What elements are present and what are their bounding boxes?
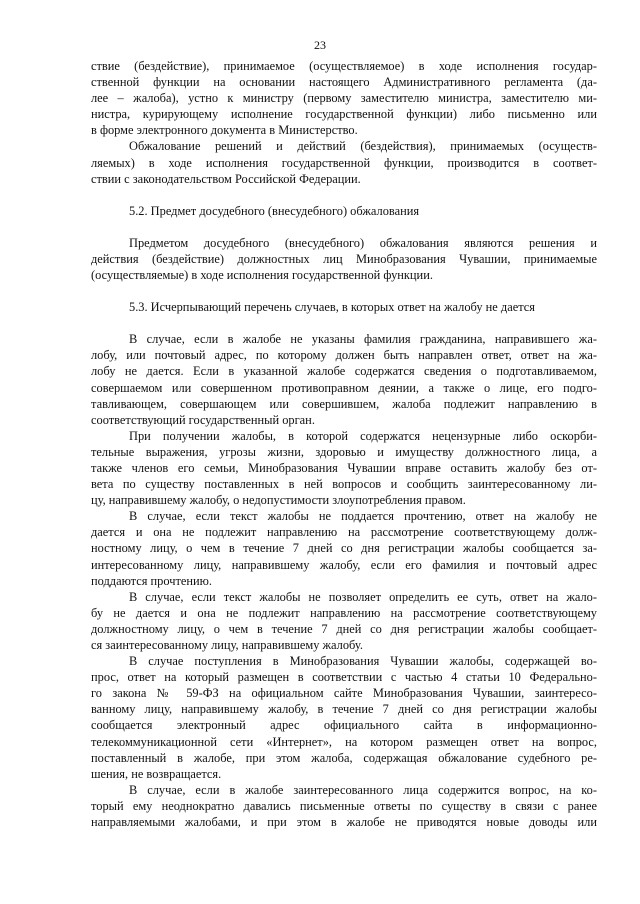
text-line: В случае, если в жалобе заинтересованного лица содержится вопрос, на ко- [129, 782, 597, 797]
text-line: ляемых) в ходе исполнения государственной функции, производится в соответ- [91, 155, 597, 170]
text-line: (осуществляемые) в ходе исполнения государственной функции. [91, 268, 433, 283]
paragraph [91, 589, 597, 653]
text-line: ствие (бездействие), принимаемое (осуществляемое) в ходе исполнения государ- [91, 59, 597, 73]
paragraph [91, 331, 597, 428]
page-number: 23 [314, 38, 326, 52]
text-line: ся заинтересованному лицу, направившему жалобу. [91, 638, 363, 652]
text-line: ствии с законодательством Российской Федерации. [91, 171, 361, 186]
text-line: В случае поступления в Минобразования Чувашии жалобы, содержащей во- [129, 654, 597, 669]
text-line: лобу, или почтовый адрес, по которому должен быть направлен ответ, ответ на жа- [91, 348, 597, 363]
text-line: тавливающем, совершающем или совершившем, жалоба подлежит направлению в [91, 396, 597, 411]
text-line: ванному лицу, направившему жалобу, в течение 7 дней со дня регистрации жалобы [91, 702, 597, 717]
text-line: В случае, если текст жалобы не поддается прочтению, ответ на жалобу не [129, 509, 597, 524]
text-line: го закона № 59-ФЗ на официальном сайте Минобразования Чувашии, заинтересо- [91, 686, 597, 701]
text-line: нистра, курирующему исполнение государственной функции) либо письменно или [91, 107, 597, 122]
section-heading: 5.2. Предмет досудебного (внесудебного) обжалования [129, 203, 420, 218]
text-line: В случае, если в жалобе не указаны фамилия гражданина, направившего жа- [129, 332, 597, 347]
text-line: должностному лицу, о чем в течение 7 дней со дня регистрации жалобы сообщает- [91, 621, 597, 636]
text-line: вета по существу поставленных в ней вопросов и сообщить заинтересованному ли- [91, 477, 597, 492]
paragraph [91, 58, 597, 138]
paragraph [91, 235, 597, 283]
text-line: интересованному лицу, направившему жалобу, если его фамилия и почтовый адрес [91, 557, 597, 572]
text-line: ственной функции на основании настоящего Административного регламента (да- [91, 75, 597, 90]
text-line: сообщается электронный адрес официального сайта в информационно- [91, 718, 597, 733]
text-line: В случае, если текст жалобы не позволяет определить ее суть, ответ на жало- [129, 589, 597, 604]
text-line: прос, ответ на который размещен в соответствии с частью 4 статьи 10 Федерально- [91, 670, 597, 685]
paragraph [91, 138, 597, 186]
paragraph [91, 782, 597, 830]
section-heading: 5.3. Исчерпывающий перечень случаев, в которых ответ на жалобу не дается [129, 300, 535, 315]
text-line: торый ему неоднократно давались письменные ответы по существу в связи с ранее [91, 798, 597, 813]
paragraph [91, 508, 597, 588]
text-line: также членов его семьи, Минобразования Чувашии вправе оставить жалобу без от- [91, 460, 597, 475]
text-line: Обжалование решений и действий (бездействия), принимаемых (осуществ- [129, 139, 597, 154]
text-line: шения, не возвращается. [91, 766, 222, 781]
text-line: бу не дается и она не подлежит направлению на рассмотрение соответствующему [91, 605, 597, 620]
paragraph [91, 428, 597, 508]
text-line: дается и она не подлежит направлению на рассмотрение соответствующему долж- [91, 525, 597, 540]
text-line: Предметом досудебного (внесудебного) обжалования являются решения и [129, 235, 597, 250]
text-line: соответствующий государственный орган. [91, 412, 315, 427]
text-line: При получении жалобы, в которой содержатся нецензурные либо оскорби- [129, 428, 597, 443]
text-line: лее – жалоба), устно к министру (первому заместителю министра, заместителю ми- [91, 91, 597, 106]
text-line: в форме электронного документа в Министерство. [91, 123, 358, 138]
text-line: лобу не дается. Если в указанной жалобе содержатся сведения о подготавливаемом, [91, 364, 597, 379]
text-line: цу, направившему жалобу, о недопустимости злоупотребления правом. [91, 493, 466, 508]
text-line: ностному лицу, о чем в течение 7 дней со дня регистрации жалобы сообщается за- [91, 541, 597, 556]
text-line: действия (бездействие) должностных лиц Минобразования Чувашии, принимаемые [91, 251, 597, 266]
document-body [91, 58, 597, 830]
text-line: направляемыми жалобами, и при этом в жалобе не приводятся новые доводы или [91, 815, 597, 830]
text-line: поставленный в жалобе, при этом жалоба, содержащая обжалование судебного ре- [91, 750, 597, 765]
paragraph [91, 653, 597, 782]
text-line: совершаемом или совершенном противоправном деянии, а также о лице, его подго- [91, 380, 597, 395]
text-line: телекоммуникационной сети «Интернет», на котором размещен ответ на вопрос, [91, 734, 597, 749]
text-line: тельные выражения, угрозы жизни, здоровью и имуществу должностного лица, а [91, 444, 597, 459]
text-line: поддаются прочтению. [91, 573, 212, 588]
